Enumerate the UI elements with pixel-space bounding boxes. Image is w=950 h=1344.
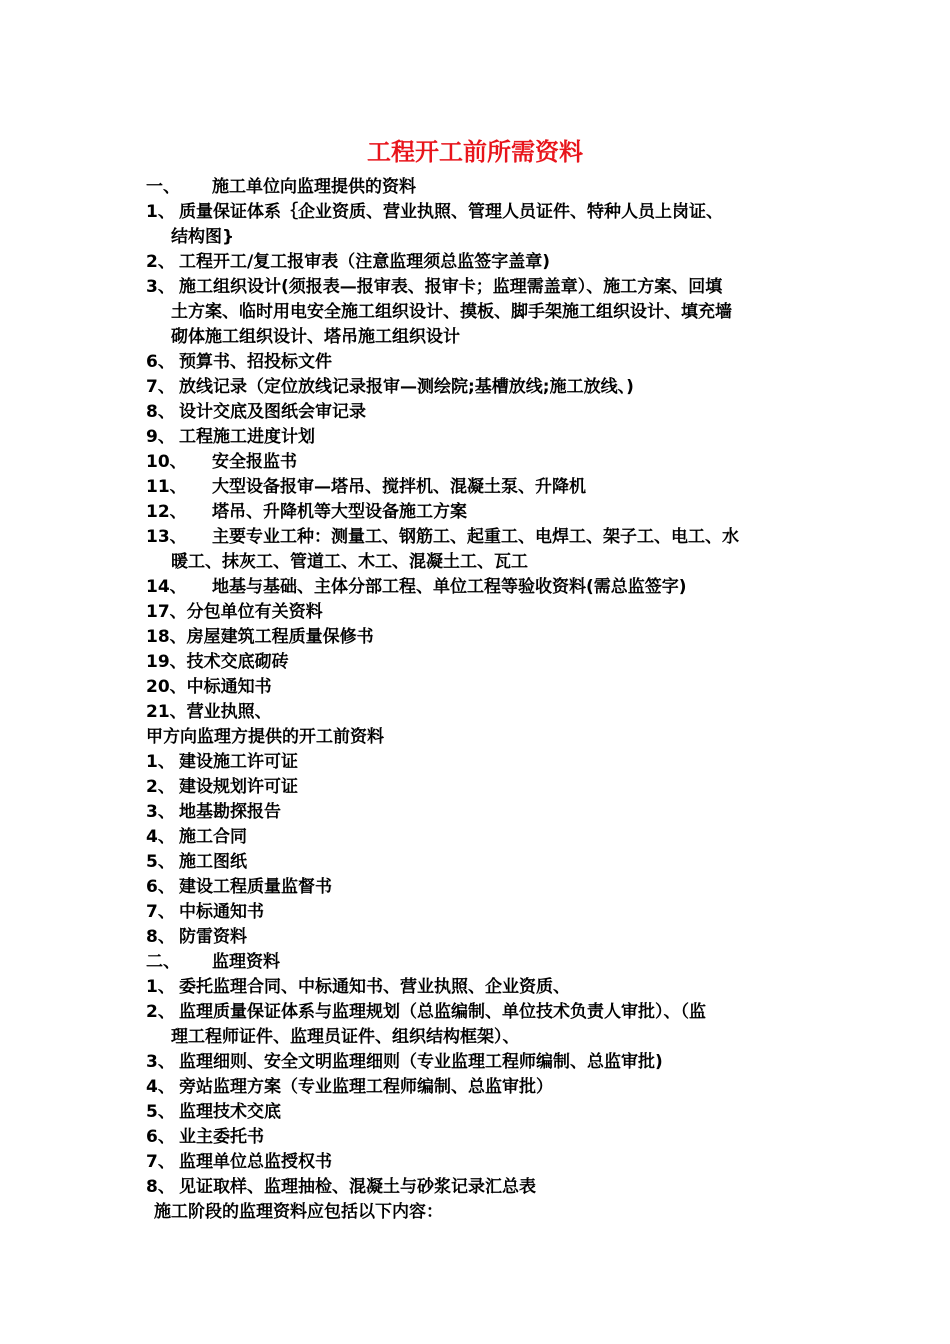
list-item: 9、 工程施工进度计划 (146, 427, 315, 447)
list-item: 1、 质量保证体系｛企业资质、营业执照、管理人员证件、特种人员上岗证、 (146, 202, 723, 222)
list-item: 1、 委托监理合同、中标通知书、营业执照、企业资质、 (146, 977, 570, 997)
section-heading: 甲方向监理方提供的开工前资料 (146, 727, 384, 747)
list-item: 8、 见证取样、监理抽检、混凝土与砂浆记录汇总表 (146, 1177, 536, 1197)
list-item: 3、 监理细则、安全文明监理细则（专业监理工程师编制、总监审批) (146, 1052, 663, 1072)
list-item-continuation: 理工程师证件、监理员证件、组织结构框架）、 (171, 1027, 520, 1047)
list-item: 14、 地基与基础、主体分部工程、单位工程等验收资料(需总监签字) (146, 577, 687, 597)
list-item: 4、 旁站监理方案（专业监理工程师编制、总监审批） (146, 1077, 553, 1097)
list-item: 8、 防雷资料 (146, 927, 247, 947)
list-item: 7、 放线记录（定位放线记录报审—测绘院;基槽放线;施工放线、) (146, 377, 634, 397)
section-heading: 一、 施工单位向监理提供的资料 (146, 177, 416, 197)
list-item: 5、 施工图纸 (146, 852, 247, 872)
closing-line: 施工阶段的监理资料应包括以下内容： (154, 1202, 443, 1222)
list-item: 1、 建设施工许可证 (146, 752, 298, 772)
list-item: 20、中标通知书 (146, 677, 272, 697)
list-item: 7、 中标通知书 (146, 902, 264, 922)
list-item: 21、营业执照、 (146, 702, 272, 722)
list-item: 19、技术交底砌砖 (146, 652, 289, 672)
list-item: 12、 塔吊、升降机等大型设备施工方案 (146, 502, 467, 522)
section-heading: 二、 监理资料 (146, 952, 280, 972)
list-item: 10、 安全报监书 (146, 452, 297, 472)
list-item-continuation: 结构图} (171, 227, 235, 247)
list-item: 8、 设计交底及图纸会审记录 (146, 402, 366, 422)
list-item: 2、 监理质量保证体系与监理规划（总监编制、单位技术负责人审批）、（监 (146, 1002, 706, 1022)
list-item-continuation: 土方案、临时用电安全施工组织设计、摸板、脚手架施工组织设计、填充墙 (171, 302, 732, 322)
list-item: 3、 地基勘探报告 (146, 802, 281, 822)
list-item: 2、 工程开工/复工报审表（注意监理须总监签字盖章) (146, 252, 550, 272)
list-item: 3、 施工组织设计(须报表—报审表、报审卡；监理需盖章）、施工方案、回填 (146, 277, 723, 297)
document-title: 工程开工前所需资料 (367, 138, 583, 166)
list-item: 6、 建设工程质量监督书 (146, 877, 332, 897)
list-item: 6、 业主委托书 (146, 1127, 264, 1147)
list-item: 18、房屋建筑工程质量保修书 (146, 627, 374, 647)
list-item: 11、 大型设备报审—塔吊、搅拌机、混凝土泵、升降机 (146, 477, 586, 497)
list-item: 13、 主要专业工种：测量工、钢筋工、起重工、电焊工、架子工、电工、水 (146, 527, 739, 547)
list-item: 2、 建设规划许可证 (146, 777, 298, 797)
list-item-continuation: 砌体施工组织设计、塔吊施工组织设计 (171, 327, 460, 347)
list-item-continuation: 暖工、抹灰工、管道工、木工、混凝土工、瓦工 (171, 552, 528, 572)
list-item: 7、 监理单位总监授权书 (146, 1152, 332, 1172)
list-item: 6、 预算书、招投标文件 (146, 352, 332, 372)
document-body (146, 175, 836, 1225)
list-item: 4、 施工合同 (146, 827, 247, 847)
list-item: 5、 监理技术交底 (146, 1102, 281, 1122)
list-item: 17、分包单位有关资料 (146, 602, 323, 622)
